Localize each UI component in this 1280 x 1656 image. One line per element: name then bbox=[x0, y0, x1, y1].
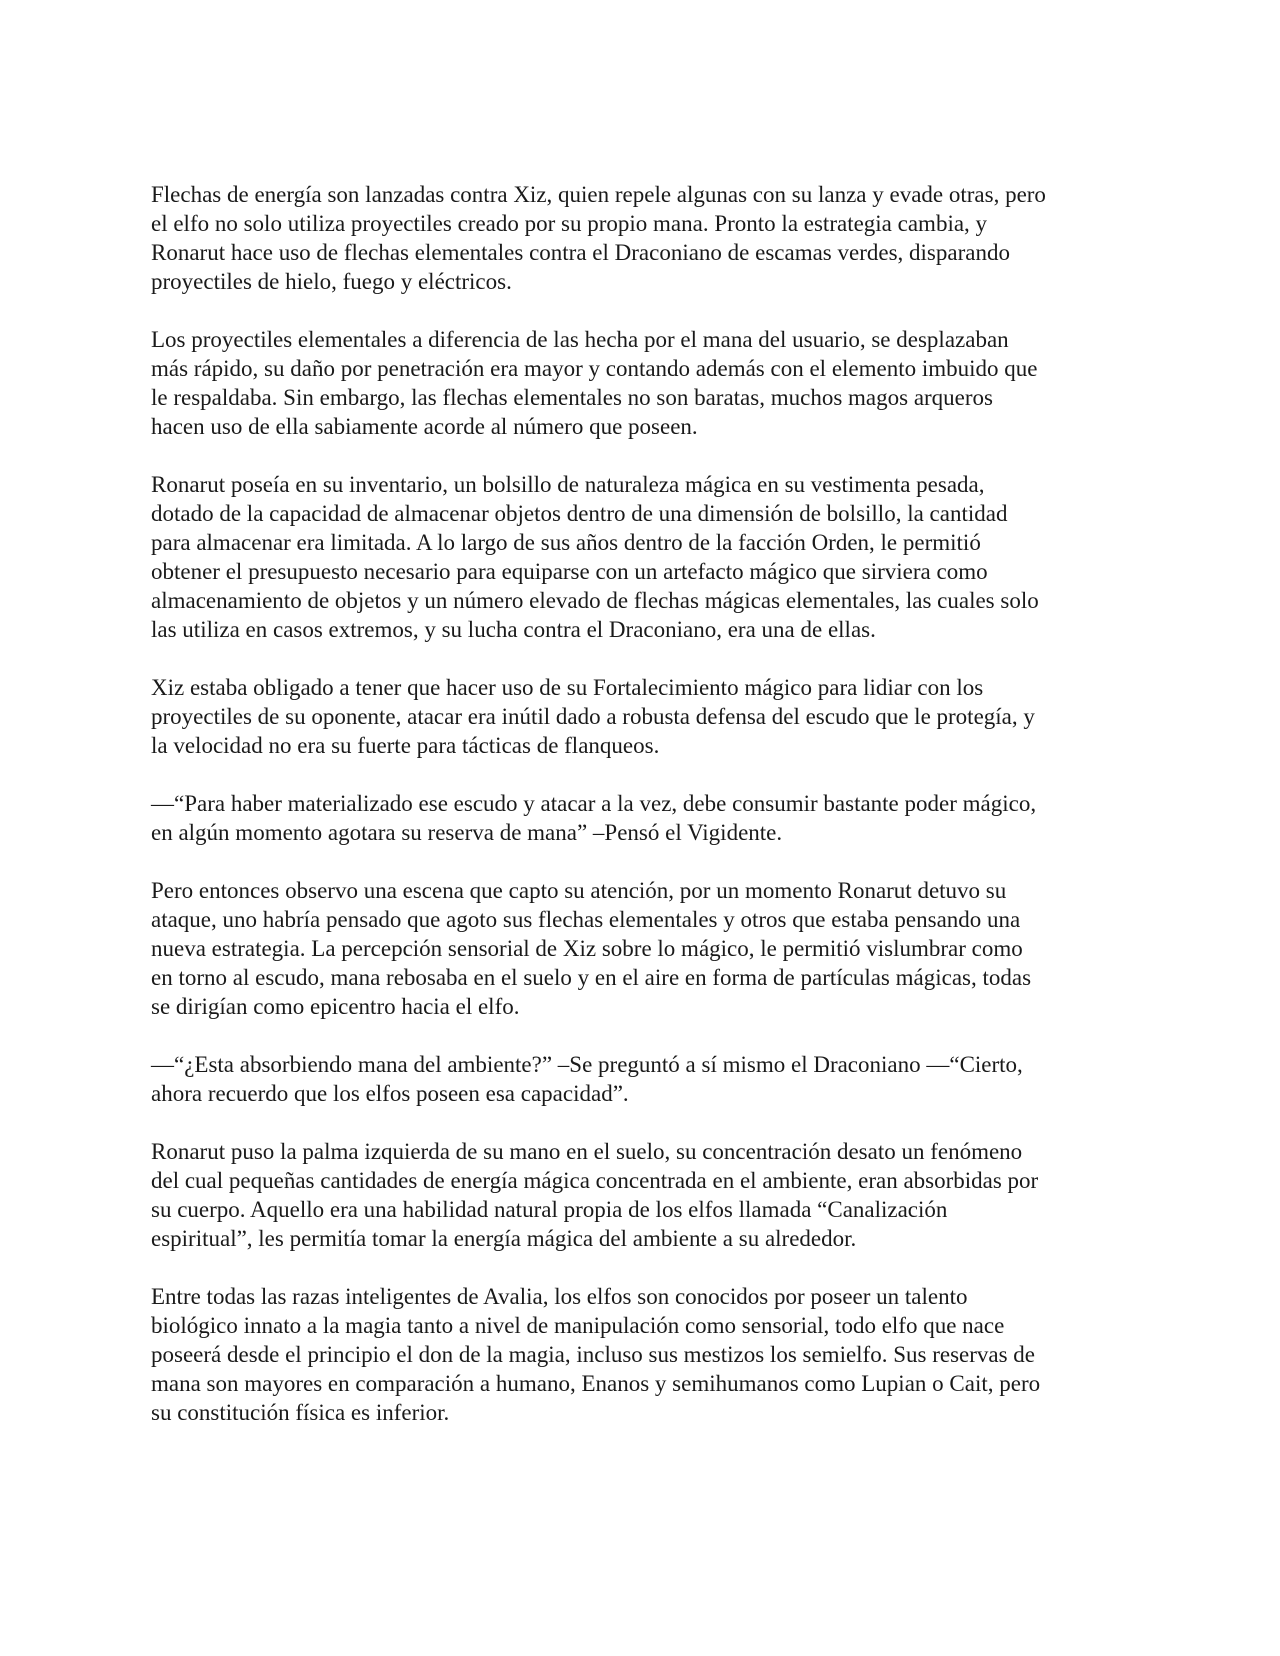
text-line: Flechas de energía son lanzadas contra Xiz, quien repele algunas con su lanza y evade otras, pero bbox=[151, 182, 1046, 207]
text-line: proyectiles de hielo, fuego y eléctricos. bbox=[151, 269, 512, 294]
text-line: Ronarut puso la palma izquierda de su mano en el suelo, su concentración desato un fenómeno bbox=[151, 1139, 1023, 1164]
paragraph-3 bbox=[151, 470, 1136, 644]
text-line: dotado de la capacidad de almacenar objetos dentro de una dimensión de bolsillo, la cantidad bbox=[151, 501, 1008, 526]
document-body bbox=[151, 180, 1136, 1456]
text-line: ataque, uno habría pensado que agoto sus flechas elementales y otros que estaba pensando una bbox=[151, 907, 1021, 932]
text-line: le respaldaba. Sin embargo, las flechas elementales no son baratas, muchos magos arqueros bbox=[151, 385, 994, 410]
text-line: en torno al escudo, mana rebosaba en el suelo y en el aire en forma de partículas mágicas, todas bbox=[151, 965, 1032, 990]
text-line: poseerá desde el principio el don de la magia, incluso sus mestizos los semielfo. Sus reservas de bbox=[151, 1342, 1036, 1367]
text-line: su cuerpo. Aquello era una habilidad natural propia de los elfos llamada “Canalización bbox=[151, 1197, 948, 1222]
text-line: Pero entonces observo una escena que capto su atención, por un momento Ronarut detuvo su bbox=[151, 878, 1007, 903]
text-line: Xiz estaba obligado a tener que hacer uso de su Fortalecimiento mágico para lidiar con los bbox=[151, 675, 984, 700]
text-line: obtener el presupuesto necesario para equiparse con un artefacto mágico que sirviera como bbox=[151, 559, 988, 584]
text-line: Entre todas las razas inteligentes de Avalia, los elfos son conocidos por poseer un talento bbox=[151, 1284, 968, 1309]
text-line: mana son mayores en comparación a humano, Enanos y semihumanos como Lupian o Cait, pero bbox=[151, 1371, 1041, 1396]
text-line: almacenamiento de objetos y un número elevado de flechas mágicas elementales, las cuales solo bbox=[151, 588, 1039, 613]
text-line: Ronarut poseía en su inventario, un bolsillo de naturaleza mágica en su vestimenta pesada, bbox=[151, 472, 985, 497]
text-line: la velocidad no era su fuerte para tácticas de flanqueos. bbox=[151, 733, 660, 758]
text-line: el elfo no solo utiliza proyectiles creado por su propio mana. Pronto la estrategia cambia, y bbox=[151, 211, 988, 236]
text-line: proyectiles de su oponente, atacar era inútil dado a robusta defensa del escudo que le protegía, y bbox=[151, 704, 1035, 729]
text-line: biológico innato a la magia tanto a nivel de manipulación como sensorial, todo elfo que nace bbox=[151, 1313, 1005, 1338]
text-line: —“Para haber materializado ese escudo y atacar a la vez, debe consumir bastante poder mágico, bbox=[151, 791, 1037, 816]
text-line: hacen uso de ella sabiamente acorde al número que poseen. bbox=[151, 414, 698, 439]
paragraph-5 bbox=[151, 789, 1136, 847]
text-line: para almacenar era limitada. A lo largo de sus años dentro de la facción Orden, le permitió bbox=[151, 530, 981, 555]
text-line: ahora recuerdo que los elfos poseen esa capacidad”. bbox=[151, 1081, 629, 1106]
text-line: Los proyectiles elementales a diferencia de las hecha por el mana del usuario, se desplazaban bbox=[151, 327, 1009, 352]
paragraph-1 bbox=[151, 180, 1136, 296]
paragraph-8 bbox=[151, 1137, 1136, 1253]
text-line: del cual pequeñas cantidades de energía mágica concentrada en el ambiente, eran absorbidas por bbox=[151, 1168, 1039, 1193]
text-line: su constitución física es inferior. bbox=[151, 1400, 450, 1425]
paragraph-2 bbox=[151, 325, 1136, 441]
paragraph-9 bbox=[151, 1282, 1136, 1427]
text-line: Ronarut hace uso de flechas elementales contra el Draconiano de escamas verdes, disparando bbox=[151, 240, 1010, 265]
text-line: —“¿Esta absorbiendo mana del ambiente?” –Se preguntó a sí mismo el Draconiano —“Cierto, bbox=[151, 1052, 1023, 1077]
text-line: se dirigían como epicentro hacia el elfo. bbox=[151, 994, 520, 1019]
paragraph-7 bbox=[151, 1050, 1136, 1108]
text-line: más rápido, su daño por penetración era mayor y contando además con el elemento imbuido que bbox=[151, 356, 1038, 381]
text-line: nueva estrategia. La percepción sensorial de Xiz sobre lo mágico, le permitió vislumbrar como bbox=[151, 936, 1023, 961]
paragraph-6 bbox=[151, 876, 1136, 1021]
text-line: las utiliza en casos extremos, y su lucha contra el Draconiano, era una de ellas. bbox=[151, 617, 876, 642]
text-line: en algún momento agotara su reserva de mana” –Pensó el Vigidente. bbox=[151, 820, 783, 845]
text-line: espiritual”, les permitía tomar la energía mágica del ambiente a su alrededor. bbox=[151, 1226, 857, 1251]
paragraph-4 bbox=[151, 673, 1136, 760]
